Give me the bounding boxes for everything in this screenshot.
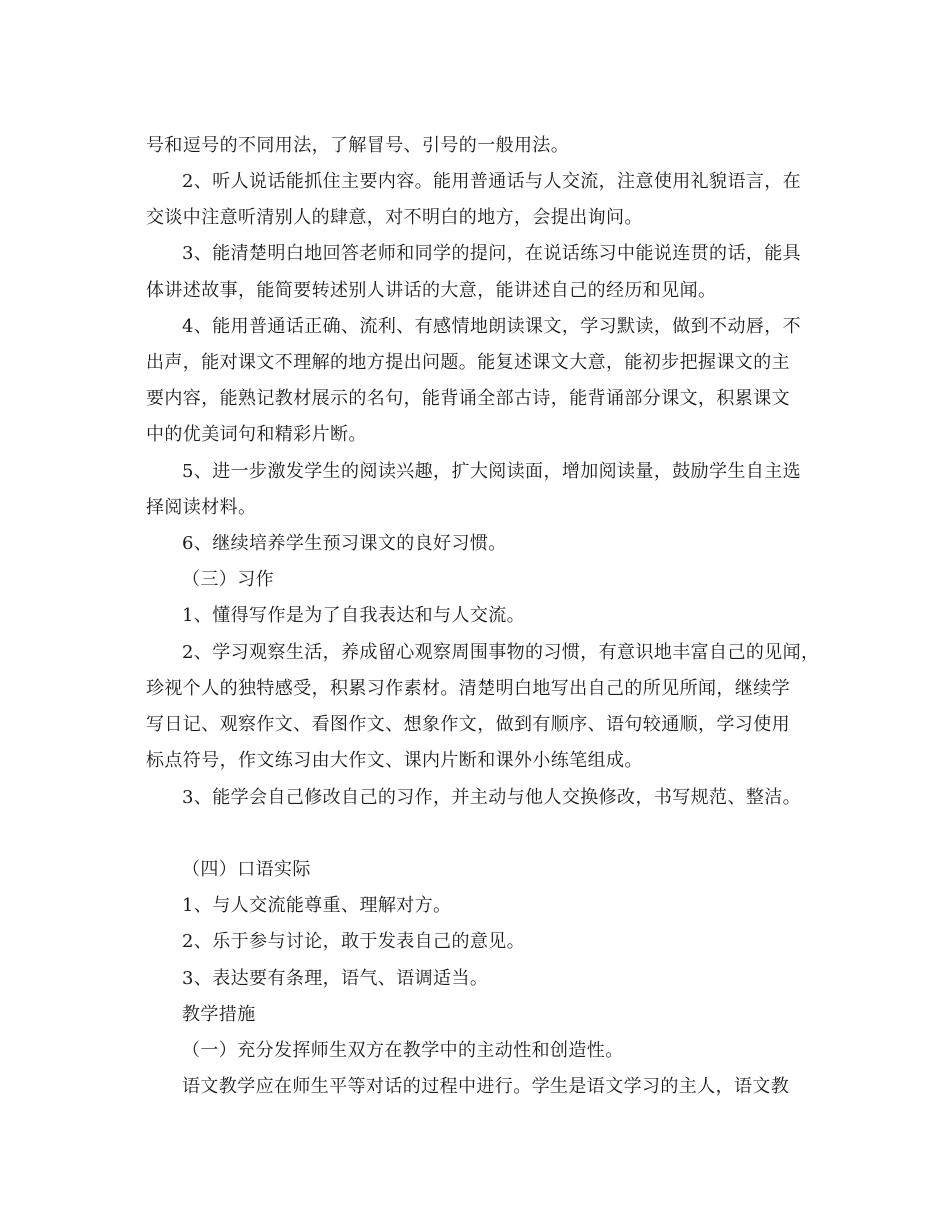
text-line: 珍视个人的独特感受，积累习作素材。清楚明白地写出自己的所见所闻，继续学 [146, 678, 790, 699]
text-line: 交谈中注意听清别人的肆意，对不明白的地方，会提出询问。 [146, 207, 643, 228]
text-line: 择阅读材料。 [146, 497, 257, 518]
subsection-heading: （一）充分发挥师生双方在教学中的主动性和创造性。 [182, 1040, 624, 1061]
section-heading: （四）口语实际 [182, 859, 311, 880]
text-line: 语文教学应在师生平等对话的过程中进行。学生是语文学习的主人，语文教 [182, 1076, 790, 1097]
text-line: 1、懂得写作是为了自我表达和与人交流。 [182, 605, 526, 626]
text-line: 写日记、观察作文、看图作文、想象作文，做到有顺序、语句较通顺，学习使用 [146, 714, 790, 735]
text-line: 中的优美词句和精彩片断。 [146, 424, 367, 445]
text-line: 2、学习观察生活，养成留心观察周围事物的习惯，有意识地丰富自己的见闻， [182, 642, 820, 663]
text-line: 4、能用普通话正确、流利、有感情地朗读课文，学习默读，做到不动唇，不 [182, 316, 802, 337]
section-heading: 教学措施 [182, 1004, 256, 1025]
text-line: 2、听人说话能抓住主要内容。能用普通话与人交流，注意使用礼貌语言，在 [182, 171, 802, 192]
text-line: 标点符号，作文练习由大作文、课内片断和课外小练笔组成。 [146, 750, 643, 771]
section-heading: （三）习作 [182, 569, 274, 590]
text-line: 要内容，能熟记教材展示的名句，能背诵全部古诗，能背诵部分课文，积累课文 [146, 388, 790, 409]
text-line: 3、能学会自己修改自己的习作，并主动与他人交换修改，书写规范、整洁。 [182, 787, 802, 808]
text-line: 1、与人交流能尊重、理解对方。 [182, 895, 452, 916]
text-line: 2、乐于参与讨论，敢于发表自己的意见。 [182, 931, 526, 952]
text-line: 6、继续培养学生预习课文的良好习惯。 [182, 533, 507, 554]
text-line: 号和逗号的不同用法，了解冒号、引号的一般用法。 [146, 135, 570, 156]
text-line: 出声，能对课文不理解的地方提出问题。能复述课文大意，能初步把握课文的主 [146, 352, 790, 373]
text-line: 5、进一步激发学生的阅读兴趣，扩大阅读面，增加阅读量，鼓励学生自主选 [182, 461, 802, 482]
text-line: 体讲述故事，能简要转述别人讲话的大意，能讲述自己的经历和见闻。 [146, 280, 717, 301]
text-line: 3、表达要有条理，语气、语调适当。 [182, 968, 489, 989]
text-line: 3、能清楚明白地回答老师和同学的提问，在说话练习中能说连贯的话，能具 [182, 243, 802, 264]
